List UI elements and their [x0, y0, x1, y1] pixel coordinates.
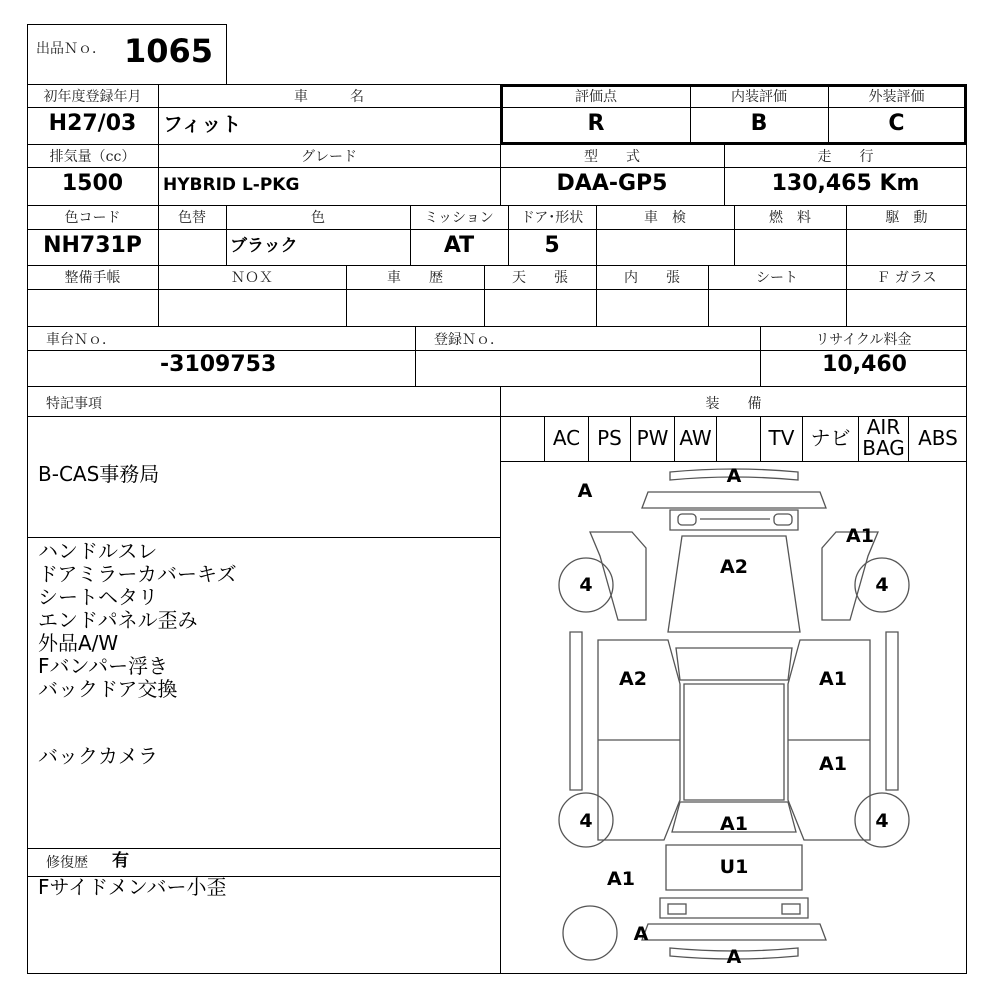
note-line: 外品A/W [38, 631, 119, 655]
car-name-label: 車 名 [294, 89, 364, 105]
note-line: Fバンパー浮き [38, 654, 169, 678]
mark-hood: A2 [720, 556, 748, 578]
color-code-label: 色コード [64, 210, 121, 226]
note-line: ドアミラーカバーキズ [38, 562, 237, 586]
door-value: 5 [544, 233, 560, 258]
note-line: バックドア交換 [38, 677, 178, 701]
displacement-value: 1500 [61, 171, 124, 196]
equipment-label: 装 備 [705, 396, 762, 412]
mission-value: AT [443, 233, 475, 258]
note-line: シートヘタリ [38, 585, 158, 609]
interior-score-label: 内装評価 [731, 89, 787, 105]
displacement-label: 排気量（cc） [49, 149, 136, 165]
mark-front-left-corner: A [577, 480, 593, 502]
inspection-label: 車 検 [644, 210, 686, 226]
mark-tire-rr: 4 [875, 810, 889, 832]
mark-tire-fr: 4 [875, 574, 889, 596]
mark-front-bumper: A [726, 465, 742, 487]
ceiling-label: 天 張 [512, 270, 568, 286]
model-label: 型 式 [584, 149, 640, 165]
door-label: ドア･形状 [520, 210, 584, 226]
mileage-label: 走 行 [817, 149, 874, 165]
score-value: R [587, 111, 605, 136]
mark-roof-rear: A1 [720, 813, 748, 835]
recycle-fee-label: リサイクル料金 [815, 332, 912, 348]
equip-ac: AC [552, 426, 581, 450]
interior-score-value: B [750, 111, 768, 136]
color-value: ブラック [230, 236, 298, 256]
equip-abs: ABS [918, 426, 958, 450]
recycle-fee-value: 10,460 [822, 352, 907, 377]
model-value: DAA-GP5 [556, 171, 668, 196]
fuel-label: 燃 料 [769, 210, 811, 226]
listing-number: 1065 [124, 32, 214, 70]
first-reg-value: H27/03 [48, 111, 137, 136]
notes-list [38, 540, 237, 701]
mission-label: ミッション [424, 210, 494, 226]
note-top: B-CAS事務局 [38, 462, 160, 486]
exterior-score-label: 外装評価 [868, 89, 925, 105]
repair-history-value: 有 [112, 851, 129, 871]
note-extra: バックカメラ [38, 744, 158, 768]
listing-number-label: 出品Ｎｏ． [36, 41, 106, 57]
history-label: 車 歴 [387, 270, 443, 286]
grade-label: グレード [301, 149, 357, 165]
note-line: ハンドルスレ [38, 539, 158, 563]
repaint-label: 色替 [178, 210, 206, 226]
mark-tire-fl: 4 [579, 574, 593, 596]
repair-history-label: 修復歴 [46, 855, 88, 871]
color-code-value: NH731P [43, 233, 142, 258]
equip-tv: TV [768, 426, 795, 450]
interior-lining-label: 内 張 [624, 270, 680, 286]
car-name-value: フィット [163, 112, 242, 136]
first-reg-label: 初年度登録年月 [43, 89, 142, 105]
reg-no-label: 登録Ｎｏ． [434, 332, 504, 348]
equip-navi: ナビ [810, 426, 851, 450]
mark-left-front-door: A2 [619, 668, 647, 690]
note-line: エンドパネル歪み [38, 608, 198, 632]
equip-ps: PS [597, 426, 622, 450]
notes-label: 特記事項 [46, 396, 102, 412]
color-label: 色 [311, 210, 325, 226]
maintenance-book-label: 整備手帳 [64, 270, 121, 286]
mileage-value: 130,465 Km [771, 171, 920, 196]
equip-airbag: AIR BAG [862, 415, 905, 460]
seat-label: シート [756, 270, 798, 286]
mark-right-fender: A1 [846, 525, 874, 547]
mark-rear-bumper: A [726, 946, 742, 968]
mark-rear-bumper-left: A [633, 923, 649, 945]
mark-right-front-door: A1 [819, 668, 847, 690]
repair-detail: Fサイドメンバー小歪 [38, 875, 227, 899]
car-damage-diagram [501, 462, 966, 973]
mark-left-rear: A1 [607, 868, 635, 890]
nox-label: ＮＯＸ [231, 270, 273, 286]
mark-right-rear-door: A1 [819, 753, 847, 775]
exterior-score-value: C [888, 111, 905, 136]
mark-tire-rl: 4 [579, 810, 593, 832]
front-glass-label: Ｆ ガラス [876, 270, 937, 286]
mark-rear-gate: U1 [719, 856, 749, 878]
chassis-no-label: 車台Ｎｏ． [46, 332, 116, 348]
equip-aw: AW [679, 426, 712, 450]
chassis-no-value: -3109753 [160, 352, 277, 377]
grade-value: HYBRID L-PKG [163, 175, 300, 195]
drive-label: 駆 動 [885, 210, 928, 226]
equip-pw: PW [636, 426, 669, 450]
score-label: 評価点 [575, 89, 617, 105]
